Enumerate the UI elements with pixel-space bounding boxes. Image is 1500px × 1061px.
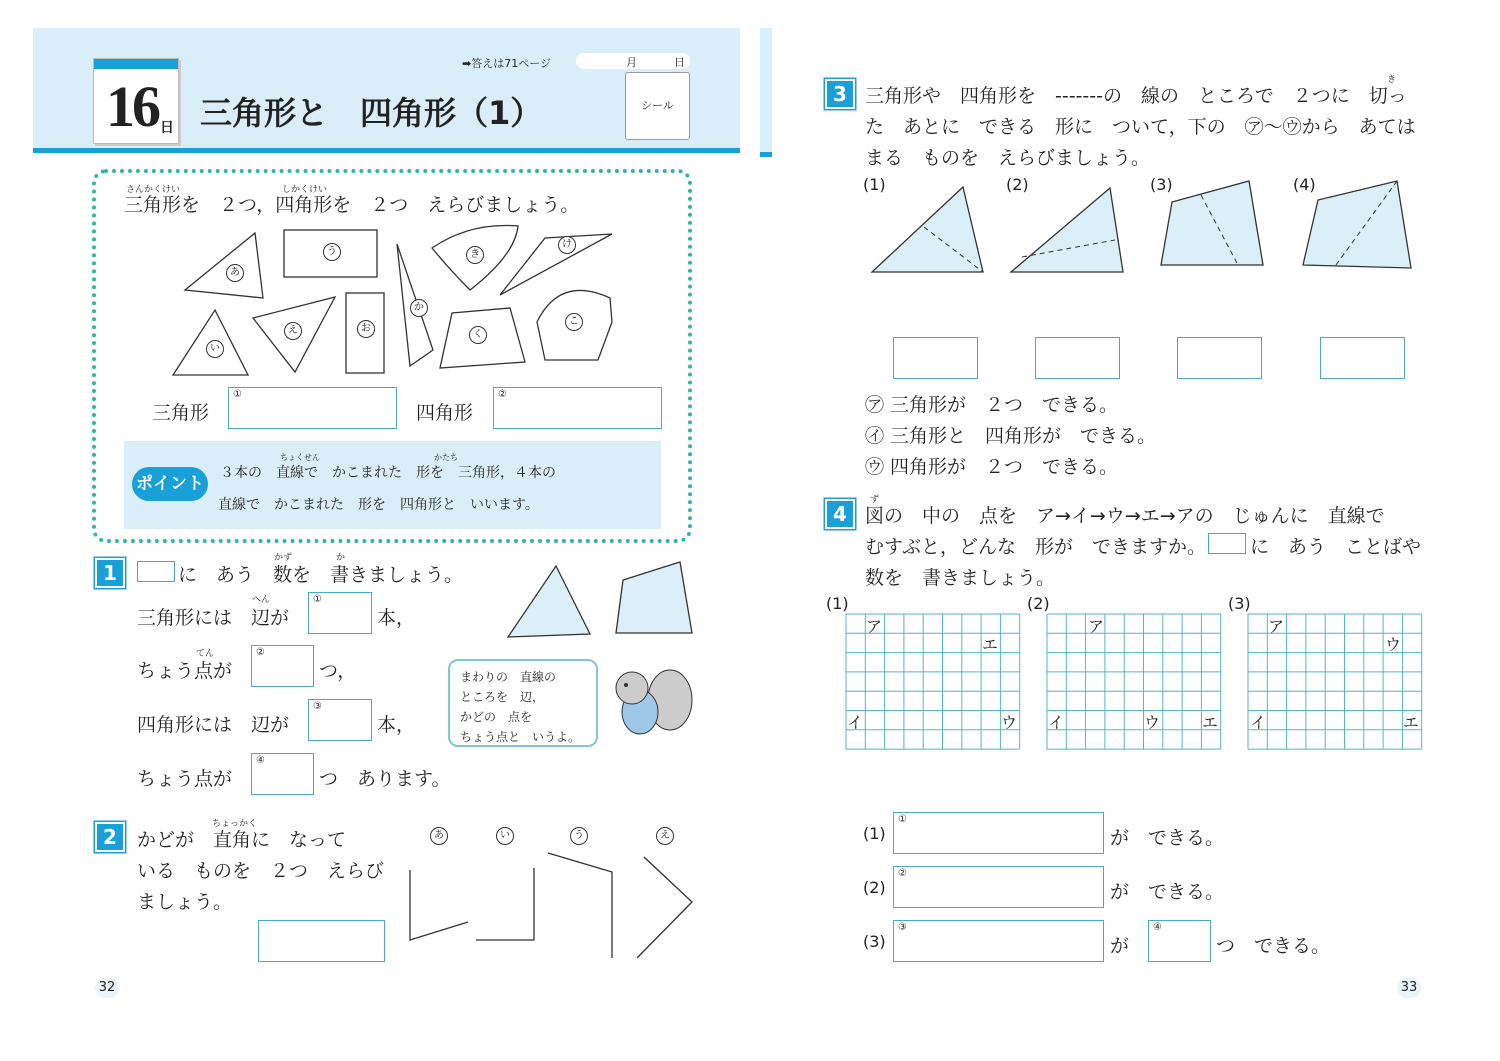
q2-ruby: ちょっかく	[212, 819, 258, 829]
grid-label-2: (2)	[1027, 594, 1050, 613]
q3-line1: 三角形や 四角形を -------の 線の ところで ２つに 切っ	[865, 85, 1407, 107]
point-line2: 直線で かこまれた 形を 四角形と いいます。	[218, 497, 539, 513]
g2-point-i: イ	[1048, 713, 1065, 732]
q1-answer-1[interactable]: ①	[308, 592, 372, 634]
q1-ruby-ten: てん	[196, 649, 215, 659]
dot-grid-2	[1047, 614, 1221, 749]
g3-point-u: ウ	[1385, 635, 1402, 654]
q4-answer-suffix-4: つ できる。	[1216, 935, 1331, 957]
ruby-triangle: さんかくけい	[126, 185, 181, 195]
q1-ruby-ka: か	[336, 553, 346, 563]
q4-line1: 図の 中の 点を ア→イ→ウ→エ→アの じゅんに 直線で	[865, 505, 1385, 527]
q4-line2-post: に あう ことばや	[1250, 536, 1422, 558]
q1-row2-suffix: つ，	[319, 660, 357, 682]
shape-label-a: あ	[226, 264, 244, 282]
q2-line3: ましょう。	[137, 891, 233, 913]
shape-label-i: い	[206, 340, 224, 358]
g2-point-u: ウ	[1144, 713, 1161, 732]
q3-line2: た あとに できる 形に ついて，下の ㋐〜㋒から あては	[865, 116, 1416, 138]
g3-point-e: エ	[1403, 713, 1420, 732]
point-badge: ポイント	[132, 467, 208, 501]
q1-number: 1	[95, 558, 125, 588]
q1-row2-label: ちょう点が	[137, 660, 233, 682]
q4-answer-label-1: (1)	[863, 824, 886, 843]
lesson-number: 16	[106, 74, 158, 139]
quad-answer-box[interactable]: ②	[493, 387, 662, 429]
g1-point-a: ア	[866, 617, 883, 636]
shape-label-ka: か	[410, 299, 428, 317]
shape-label-e: え	[284, 322, 302, 340]
q1-answer-2[interactable]: ②	[251, 645, 314, 687]
q4-number: 4	[825, 499, 855, 529]
triangle-label: 三角形	[152, 402, 210, 424]
q2-line1: かどが 直角に なって	[137, 829, 347, 851]
q3-option-u: ㋒ 四角形が ２つ できる。	[865, 456, 1119, 478]
q1-row1-suffix: 本，	[377, 607, 416, 629]
q3-label-1: (1)	[863, 175, 886, 194]
shape-label-ku: く	[469, 326, 487, 344]
g1-point-i: イ	[847, 713, 864, 732]
sticker-box[interactable]: シール	[625, 72, 690, 140]
q3-label-4: (4)	[1293, 175, 1316, 194]
q4-answer-label-3: (3)	[863, 932, 886, 951]
q4-answer-2[interactable]: ②	[893, 866, 1104, 908]
answer-reference: ➡答えは71ページ	[462, 57, 551, 70]
q4-answer-suffix-2: が できる。	[1110, 881, 1225, 903]
q2-label-a: あ	[430, 827, 448, 845]
q1-row1-label: 三角形には 辺が	[137, 607, 290, 629]
month-label: 月	[626, 56, 637, 69]
q4-answer-3[interactable]: ③	[893, 920, 1104, 962]
lesson-day-label: 日	[160, 120, 174, 136]
squirrel-speech-bubble: まわりの 直線の ところを 辺， かどの 点を ちょう点と いうよ。	[448, 659, 598, 747]
q3-ruby: き	[1387, 75, 1397, 85]
q4-answer-suffix-1: が できる。	[1110, 827, 1225, 849]
q4-answer-4[interactable]: ④	[1148, 920, 1211, 962]
q4-line3: 数を 書きましょう。	[865, 567, 1056, 589]
q3-number: 3	[825, 79, 855, 109]
g2-point-e: エ	[1202, 713, 1219, 732]
q2-line2: いる ものを ２つ えらび	[137, 860, 385, 882]
page-number-left: 32	[95, 978, 119, 998]
q1-row3-suffix: 本，	[377, 714, 416, 736]
quad-label: 四角形	[416, 402, 474, 424]
q1-answer-3[interactable]: ③	[308, 699, 372, 741]
q3-option-a: ㋐ 三角形が ２つ できる。	[865, 394, 1119, 416]
grid-label-3: (3)	[1228, 594, 1251, 613]
q1-ruby-hen: へん	[252, 595, 271, 605]
shape-label-ke: け	[558, 236, 576, 254]
g1-point-e: エ	[982, 635, 999, 654]
triangle-answer-box[interactable]: ①	[228, 387, 397, 429]
shape-label-u: う	[323, 243, 341, 261]
q4-answer-label-2: (2)	[863, 878, 886, 897]
q4-ruby: ず	[870, 495, 880, 505]
point-ruby1: ちょくせん	[280, 453, 320, 462]
q1-row4-label: ちょう点が	[137, 768, 233, 790]
q3-label-2: (2)	[1006, 175, 1029, 194]
g3-point-i: イ	[1250, 713, 1267, 732]
q3-line3: まる ものを えらびましょう。	[865, 147, 1151, 169]
q1-ruby-kazu: かず	[274, 553, 293, 563]
q2-label-i: い	[496, 827, 514, 845]
intro-instruction: 三角形を ２つ，四角形を ２つ えらびましょう。	[124, 194, 580, 216]
point-ruby2: かたち	[434, 453, 458, 462]
g1-point-u: ウ	[1001, 713, 1018, 732]
day-label: 日	[674, 56, 685, 69]
shape-label-ki: き	[466, 246, 484, 264]
page-title: 三角形と 四角形（1）	[200, 94, 543, 132]
q3-label-3: (3)	[1150, 175, 1173, 194]
q3-option-i: ㋑ 三角形と 四角形が できる。	[865, 425, 1157, 447]
q4-line2-pre: むすぶと，どんな 形が できますか。	[865, 536, 1207, 558]
g2-point-a: ア	[1088, 617, 1105, 636]
grid-label-1: (1)	[826, 594, 849, 613]
g3-point-a: ア	[1268, 617, 1285, 636]
q2-label-u: う	[570, 827, 588, 845]
q1-row3-label: 四角形には 辺が	[137, 714, 290, 736]
q1-instruction: に あう 数を 書きましょう。	[178, 564, 464, 586]
q2-label-e: え	[656, 827, 674, 845]
q4-answer-suffix-3: が	[1110, 935, 1130, 957]
q2-number: 2	[95, 822, 125, 852]
shape-label-o: お	[357, 320, 375, 338]
point-line1: ３本の 直線で かこまれた 形を 三角形，４本の	[220, 465, 556, 481]
q1-answer-4[interactable]: ④	[251, 753, 314, 795]
q4-answer-1[interactable]: ①	[893, 812, 1104, 854]
shape-label-ko: こ	[565, 313, 583, 331]
q1-row4-suffix: つ あります。	[319, 768, 451, 790]
ruby-quad: しかくけい	[282, 185, 328, 195]
page-number-right: 33	[1397, 978, 1421, 998]
